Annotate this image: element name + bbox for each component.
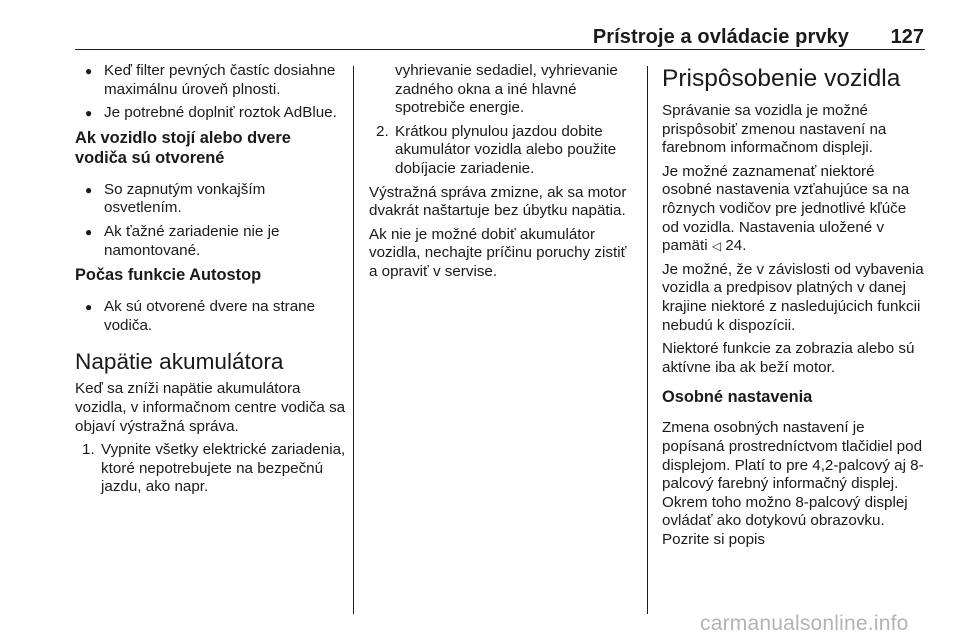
heading-personal-settings: Osobné nastavenia [662, 388, 813, 407]
paragraph: Zmena osobných nastavení je popísaná prostredníctvom tlačidiel pod displejom. Platí to pre 4,2-palcový aj 8-palcový farebný informačný displej. Okrem toho možno 8-palcový displej ovládať ako dotykovú obrazovku. Pozrite si popis [662, 419, 924, 548]
numbered-step-2: 2. Krátkou plynulou jazdou dobite akumulátor vozidla alebo použite dobíjacie zariadenie. [376, 122, 617, 177]
bullet-icon: ● [85, 224, 93, 239]
paragraph: Je možné, že v závislosti od vybavenia vozidla a predpisov platných v danej krajine niektoré z nasledujúcich funkcii nebudú k dispozícii. [662, 260, 924, 334]
numbered-step-1-continued: vyhrievanie sedadiel, vyhrievanie zadného okna a iné hlavné spotrebiče energie. [395, 62, 618, 117]
list-item: ● Ak ťažné zariadenie nie je namontované. [85, 222, 280, 259]
column-divider-1 [353, 66, 354, 614]
column-3 [662, 62, 927, 554]
heading-battery-voltage: Napätie akumulátora [75, 349, 284, 375]
paragraph: Ak nie je možné dobiť akumulátor vozidla, nechajte príčinu poruchy zistiť a opraviť v servise. [369, 225, 627, 280]
paragraph: Niektoré funkcie za zobrazia alebo sú aktívne iba ak beží motor. [662, 340, 915, 376]
bullet-icon: ● [85, 64, 93, 78]
page-reference[interactable]: 24. [725, 237, 747, 255]
paragraph: Výstražná správa zmizne, ak sa motor dvakrát naštartuje bez úbytku napätia. [369, 183, 627, 220]
heading-doors-open: Ak vozidlo stojí alebo dvere vodiča sú otvorené [75, 128, 291, 167]
bullet-icon: ● [85, 106, 93, 121]
bullet-icon: ● [85, 182, 93, 197]
page-number: 127 [890, 26, 924, 48]
list-item: ● Ak sú otvorené dvere na strane vodiča. [85, 298, 316, 334]
list-item: ● Keď filter pevných častíc dosiahne maximálnu úroveň plnosti. [85, 62, 336, 98]
watermark: carmanualsonline.info [700, 612, 909, 635]
column-1 [75, 62, 347, 502]
list-item: ● Je potrebné doplniť roztok AdBlue. [85, 104, 337, 122]
paragraph: Správanie sa vozidla je možné prispôsobiť zmenou nastavení na farebnom informačnom displeji. [662, 102, 887, 157]
paragraph: Keď sa zníži napätie akumulátora vozidla, v informačnom centre vodiča sa objaví výstražná správa. [75, 380, 346, 435]
paragraph: Je možné zaznamenať niektoré osobné nastavenia vzťahujúce sa na rôznych vodičov pre jednotlivé kľúče od vozidla. Nastavenia uložené v pamäti ◁ 24. [662, 162, 910, 255]
column-2 [369, 62, 637, 287]
numbered-step-1: 1. Vypnite všetky elektrické zariadenia, ktoré nepotrebujete na bezpečnú jazdu, ako napr. [82, 441, 346, 496]
heading-autostop: Počas funkcie Autostop [75, 266, 262, 285]
section-title: Prístroje a ovládacie prvky [592, 26, 849, 48]
list-item: ● So zapnutým vonkajším osvetlením. [85, 180, 266, 217]
bullet-icon: ● [85, 300, 93, 315]
page-reference-icon: ◁ [711, 239, 722, 254]
header-rule [75, 49, 925, 50]
heading-vehicle-personalization: Prispôsobenie vozidla [662, 65, 901, 92]
column-divider-2 [647, 66, 648, 614]
